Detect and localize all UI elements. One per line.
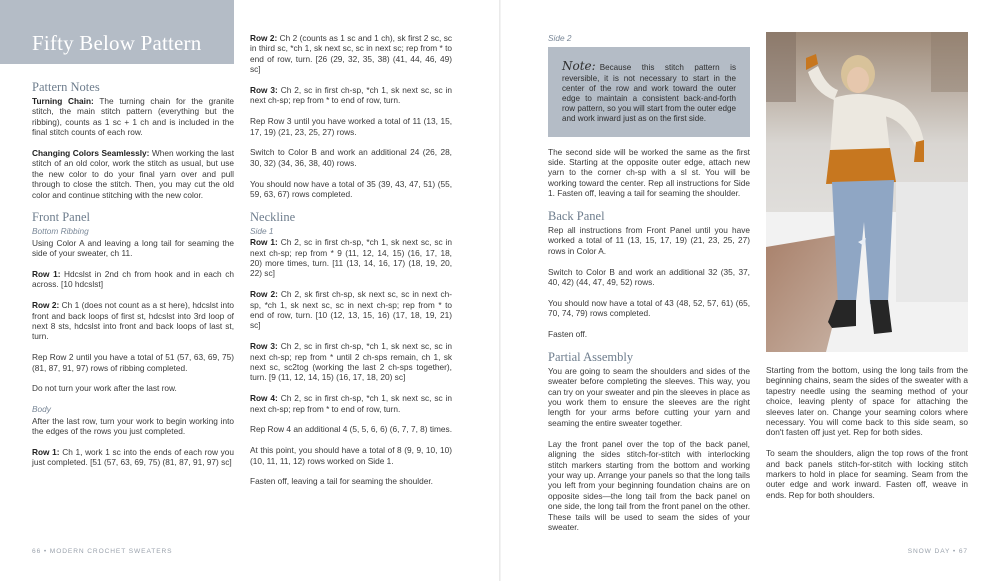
title-banner [0, 0, 234, 64]
body-row-2 [250, 33, 452, 75]
neckline-repeat: Rep Row 4 an additional 4 (5, 5, 6, 6) (6, 7, 7, 8) times. [250, 424, 452, 435]
neckline-row-1 [250, 237, 452, 279]
bottom-ribbing-subheading: Bottom Ribbing [32, 226, 89, 237]
neckline-heading: Neckline [250, 209, 296, 224]
page-gutter [499, 0, 501, 581]
changing-colors-text: When working the last stitch of an old color, work the stitch as usual, but use the new color to do your final yarn over and pull through to close the stitch. Then, you may cut the old color and continue stitching with the new color. [32, 148, 235, 200]
back-panel-heading: Back Panel [548, 209, 605, 224]
row-label: Row 3: [250, 85, 278, 96]
seam-sides-text: Starting from the bottom, using the long tails from the beginning chains, seam the sides of the sweater with a tapestry needle using the seaming method of your choice, leaving plenty of space for attaching the sleeves later on. Change your seaming colors where necessary. You will come back to this side seam, so don't fasten off just yet. Rep for both sides. [766, 365, 968, 438]
row-label: Row 4: [250, 393, 278, 404]
body-row-1 [32, 447, 234, 468]
seam-shoulders-text: To seam the shoulders, align the top rows of the front and back panels stitch-for-stitch with locking stitch markers to hold in place for seaming. Seam from the outer edge and work inward. Fasten off, weave in ends. Rep for both shoulders. [766, 448, 968, 500]
column-2 [250, 33, 452, 487]
page-title: Fifty Below Pattern [32, 31, 202, 55]
ribbing-row-2 [32, 300, 234, 342]
neckline-row-4 [250, 393, 452, 414]
turning-chain-label: Turning Chain: [32, 96, 94, 106]
changing-colors-label: Changing Colors Seamlessly: [32, 148, 150, 159]
pattern-notes-heading: Pattern Notes [32, 80, 100, 94]
ribbing-repeat: Rep Row 2 until you have a total of 51 (57, 63, 69, 75) (81, 87, 91, 97) rows of ribbing completed. [32, 352, 234, 373]
side-2-text: The second side will be worked the same as the first side. Starting at the opposite outer edge, attach new yarn to the corner ch-sp with a sl st. You will be working toward the center. Rep all instructions for Side 1. Fasten off, leaving a tail for seaming the shoulder. [548, 146, 750, 199]
row-text: Ch 2 (counts as 1 sc and 1 ch), sk first 2 sc, sc in third sc, *ch 1, sk next sc, sc in next sc; rep from * to end of row, turn. [26 (29, 32, 35, 38) (41, 44, 46, 49) sc] [250, 33, 452, 75]
rows-total: You should now have a total of 35 (39, 43, 47, 51) (55, 59, 63, 67) rows completed. [250, 178, 452, 200]
note-box [548, 47, 750, 136]
row-text: Ch 1, work 1 sc into the ends of each row you just completed. [51 (57, 63, 69, 75) (81, 87, 91, 97) sc] [32, 446, 234, 468]
body-subheading: Body [32, 404, 51, 415]
changing-colors-note [32, 148, 234, 200]
note-word: Note: [562, 59, 596, 74]
switch-color: Switch to Color B and work an additional 24 (26, 28, 30, 32) (34, 36, 38, 40) rows. [250, 147, 452, 168]
row-text: Ch 2, sk first ch-sp, sk next sc, sc in next ch-sp, *ch 1, sk next sc, sc in next ch-sp; rep from * to end of row, turn. [10 (12, 13, 15, 16) (17, 18, 19, 21) sc] [250, 289, 452, 331]
column-4 [766, 365, 968, 500]
side-2-subheading: Side 2 [548, 33, 572, 43]
row-label: Row 1: [32, 446, 60, 457]
column-1 [32, 80, 234, 468]
row-text: Ch 2, sc in first ch-sp, *ch 1, sk next sc, sc in next ch-sp; rep from * to end of row, turn. [250, 85, 452, 106]
side-1-subheading: Side 1 [250, 225, 274, 236]
footer-right: SNOW DAY • 67 [907, 548, 968, 555]
partial-assembly-p1: You are going to seam the shoulders and sides of the sweater before completing the sleeves. This way, you can try on your sweater and pin the sleeves in place as you work them to ensure the sleeves are the right length for your arms before cutting your yarn and seaming the entire sweater together. [548, 365, 751, 428]
ribbing-row-1 [32, 269, 234, 290]
row-label: Row 2: [250, 33, 278, 43]
row-text: Ch 2, sc in first ch-sp, *ch 1, sk next sc, sc in next ch-sp; rep from * until 2 ch-sps remain, ch 1, sk next sc, sc2tog (working the last 2 ch-sps together), turn. [9 (11, 12, 14, 15) (16, 17, 18, 20) sc] [250, 341, 452, 383]
back-panel-p4: Fasten off. [548, 329, 588, 340]
neckline-total: At this point, you should have a total of 8 (9, 9, 10, 10) (10, 11, 11, 12) rows worked on Side 1. [250, 445, 452, 466]
row-text: Ch 2, sc in first ch-sp, *ch 1, sk next sc, sc in next ch-sp; rep from * 9 (11, 12, 14, 15) (16, 17, 18, 20) more times, turn. [11 (13, 14, 16, 17) (18, 19, 20, 22) sc] [250, 237, 452, 279]
back-panel-p3: You should now have a total of 43 (48, 52, 57, 61) (65, 70, 74, 79) rows completed. [548, 297, 750, 319]
back-panel-p1: Rep all instructions from Front Panel until you have worked a total of 11 (13, 15, 17, 19) (21, 23, 25, 27) rows in Color A. [548, 225, 750, 256]
body-intro: After the last row, turn your work to begin working into the edges of the rows you just completed. [32, 415, 234, 437]
body-row-3 [250, 85, 452, 106]
row-label: Row 1: [250, 237, 278, 248]
row-label: Row 2: [32, 300, 60, 311]
column-3 [548, 33, 750, 532]
do-not-turn: Do not turn your work after the last row. [32, 383, 177, 394]
row-text: Ch 2, sc in first ch-sp, *ch 1, sk next sc, sc in next ch-sp; rep from * to end of row, turn. [250, 393, 452, 414]
partial-assembly-p2: Lay the front panel over the top of the back panel, aligning the sides stitch-for-stitch with interlocking stitch markers starting from the bottom and working your way up. Arrange your panels so that the long tails you left from your beginning foundation chains are on opposite sides—the long tail from the back panel on one side, the long tail from the front panel on the other. These tails will be used to seam the sides of your sweater. [548, 438, 750, 532]
neckline-row-3 [250, 341, 452, 383]
row-label: Row 3: [250, 341, 278, 352]
neckline-fasten: Fasten off, leaving a tail for seaming the shoulder. [250, 476, 433, 487]
back-panel-p2: Switch to Color B and work an additional 32 (35, 37, 40, 42) (44, 47, 49, 52) rows. [548, 266, 750, 288]
sweater-photo [766, 32, 968, 352]
footer-left: 66 • MODERN CROCHET SWEATERS [32, 548, 173, 555]
row-text: Ch 1 (does not count as a st here), hdcslst into front and back loops of first st, hdcslst into 3rd loop of next 8 sts, hdcslst into front and back loops of last st, turn. [32, 300, 234, 342]
turning-chain-note [32, 96, 234, 138]
sweater-photo-illustration [766, 32, 968, 352]
note-text: Because this stitch pattern is reversible, it is not necessary to start in the center of the row and work toward the outer edge to maintain a consistent back-and-forth row pattern, so you will start from the outer edge and work inward just as on the first side. [562, 63, 736, 124]
row-label: Row 2: [250, 289, 278, 300]
row-text: Hdcslst in 2nd ch from hook and in each ch across. [10 hdcslst] [32, 269, 234, 290]
turning-chain-text: The turning chain for the granite stitch, the main stitch pattern (everything but the ribbing), counts as 1 sc + 1 ch and is included in the final stitch counts of each row. [32, 96, 234, 138]
partial-assembly-heading: Partial Assembly [548, 349, 634, 364]
front-panel-heading: Front Panel [32, 210, 90, 225]
row-label: Row 1: [32, 269, 61, 280]
front-panel-intro: Using Color A and leaving a long tail for seaming the side of your sweater, ch 11. [32, 237, 234, 259]
neckline-row-2 [250, 289, 452, 331]
body-repeat: Rep Row 3 until you have worked a total of 11 (13, 15, 17, 19) (21, 23, 25, 27) rows. [250, 116, 452, 137]
